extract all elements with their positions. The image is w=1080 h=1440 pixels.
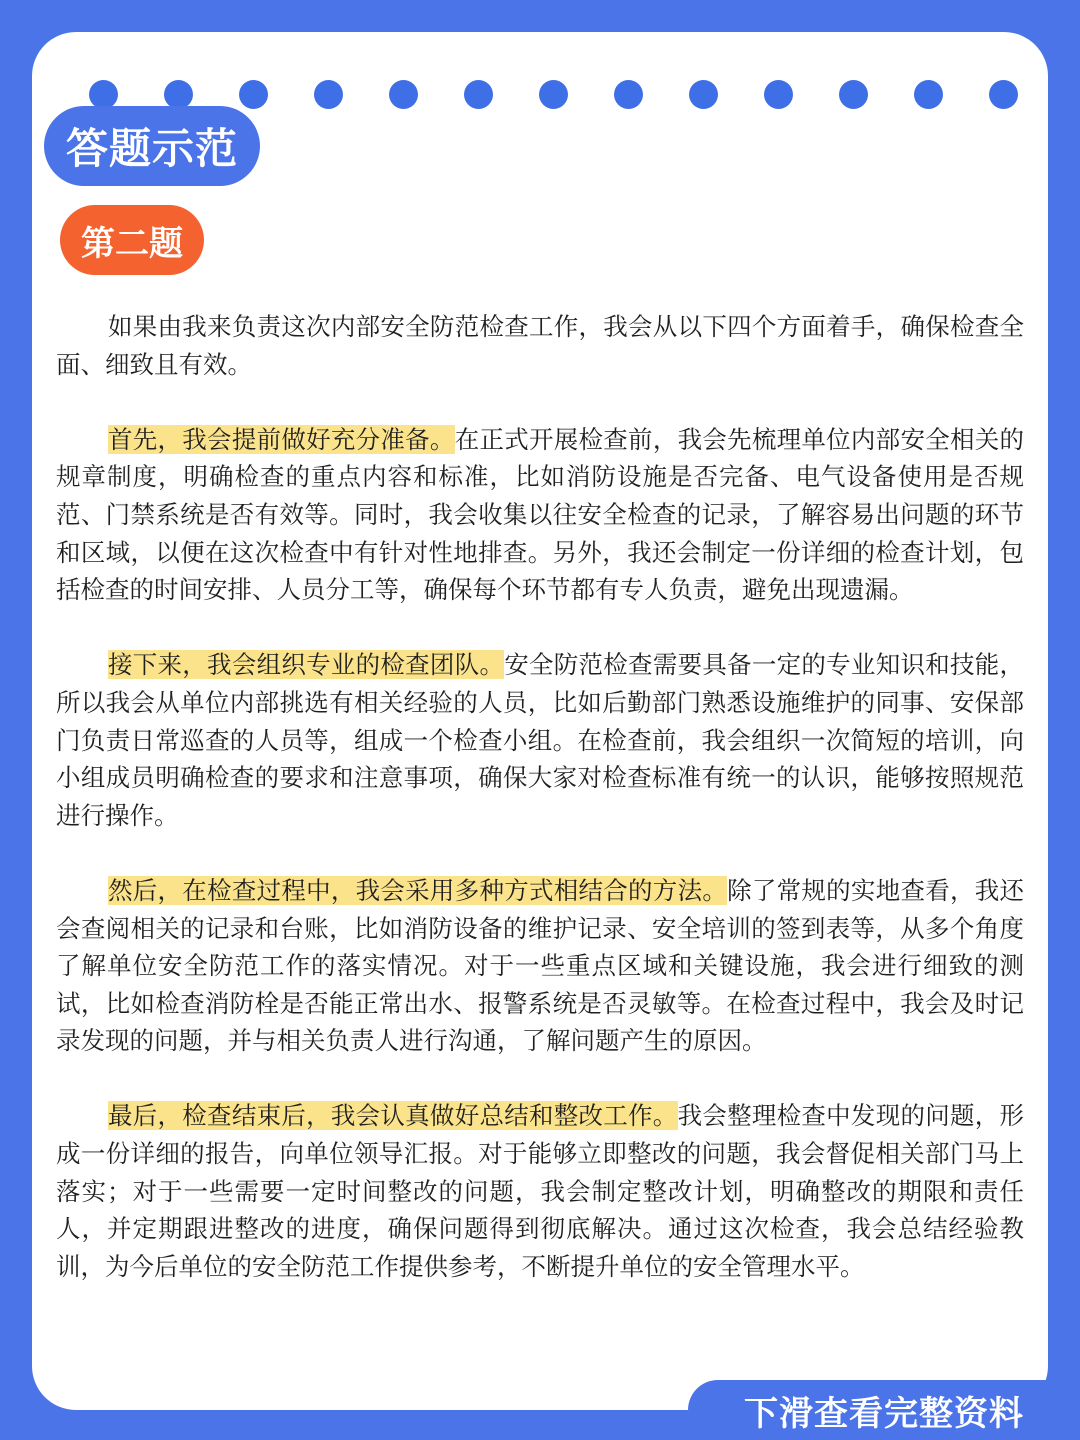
binder-dot bbox=[164, 80, 193, 109]
paragraph-text: 如果由我来负责这次内部安全防范检查工作，我会从以下四个方面着手，确保检查全面、细致且有效。 bbox=[56, 312, 1024, 379]
question-badge: 第二题 bbox=[60, 205, 204, 275]
paragraph-text: 除了常规的实地查看，我还会查阅相关的记录和台账，比如消防设备的维护记录、安全培训的签到表等，从多个角度了解单位安全防范工作的落实情况。对于一些重点区域和关键设施，我会进行细致的测试，比如检查消防栓是否能正常出水、报警系统是否灵敏等。在检查过程中，我会及时记录发现的问题，并与相关负责人进行沟通，了解问题产生的原因。 bbox=[56, 875, 1025, 1056]
paragraph-intro bbox=[56, 308, 1024, 383]
binder-dot bbox=[89, 80, 118, 109]
paragraph-text: 在正式开展检查前，我会先梳理单位内部安全相关的规章制度，明确检查的重点内容和标准，比如消防设施是否完备、电气设备使用是否规范、门禁系统是否有效等。同时，我会收集以往安全检查的记录，了解容易出问题的环节和区域，以便在这次检查中有针对性地排查。另外，我还会制定一份详细的检查计划，包括检查的时间安排、人员分工等，确保每个环节都有专人负责，避免出现遗漏。 bbox=[56, 424, 1025, 605]
binder-dot bbox=[464, 80, 493, 109]
binder-dot bbox=[614, 80, 643, 109]
page-title: 答题示范 bbox=[44, 106, 260, 186]
paragraph-step-2 bbox=[56, 646, 1024, 834]
binder-dot bbox=[839, 80, 868, 109]
answer-body bbox=[56, 308, 1024, 1323]
content-card bbox=[32, 32, 1048, 1410]
binder-dot bbox=[239, 80, 268, 109]
binder-dot bbox=[989, 80, 1018, 109]
binder-dot bbox=[389, 80, 418, 109]
highlight-sentence: 最后，检查结束后，我会认真做好总结和整改工作。 bbox=[108, 1101, 678, 1131]
binder-dot bbox=[314, 80, 343, 109]
binder-dot bbox=[689, 80, 718, 109]
binder-dot bbox=[764, 80, 793, 109]
highlight-sentence: 首先，我会提前做好充分准备。 bbox=[108, 424, 455, 454]
highlight-sentence: 然后，在检查过程中，我会采用多种方式相结合的方法。 bbox=[108, 875, 728, 905]
paragraph-step-3 bbox=[56, 872, 1024, 1060]
highlight-sentence: 接下来，我会组织专业的检查团队。 bbox=[108, 650, 505, 680]
paragraph-text: 我会整理检查中发现的问题，形成一份详细的报告，向单位领导汇报。对于能够立即整改的问题，我会督促相关部门马上落实；对于一些需要一定时间整改的问题，我会制定整改计划，明确整改的期限和责任人，并定期跟进整改的进度，确保问题得到彻底解决。通过这次检查，我会总结经验教训，为今后单位的安全防范工作提供参考，不断提升单位的安全管理水平。 bbox=[56, 1101, 1025, 1281]
scroll-more-banner[interactable]: 下滑查看完整资料 bbox=[688, 1380, 1080, 1440]
binder-dot bbox=[539, 80, 568, 109]
paragraph-text: 安全防范检查需要具备一定的专业知识和技能，所以我会从单位内部挑选有相关经验的人员，比如后勤部门熟悉设施维护的同事、安保部门负责日常巡查的人员等，组成一个检查小组。在检查前，我会组织一次简短的培训，向小组成员明确检查的要求和注意事项，确保大家对检查标准有统一的认识，能够按照规范进行操作。 bbox=[56, 650, 1025, 830]
paragraph-step-1 bbox=[56, 421, 1024, 609]
binder-dots bbox=[89, 80, 1018, 109]
paragraph-step-4 bbox=[56, 1097, 1024, 1285]
binder-dot bbox=[914, 80, 943, 109]
